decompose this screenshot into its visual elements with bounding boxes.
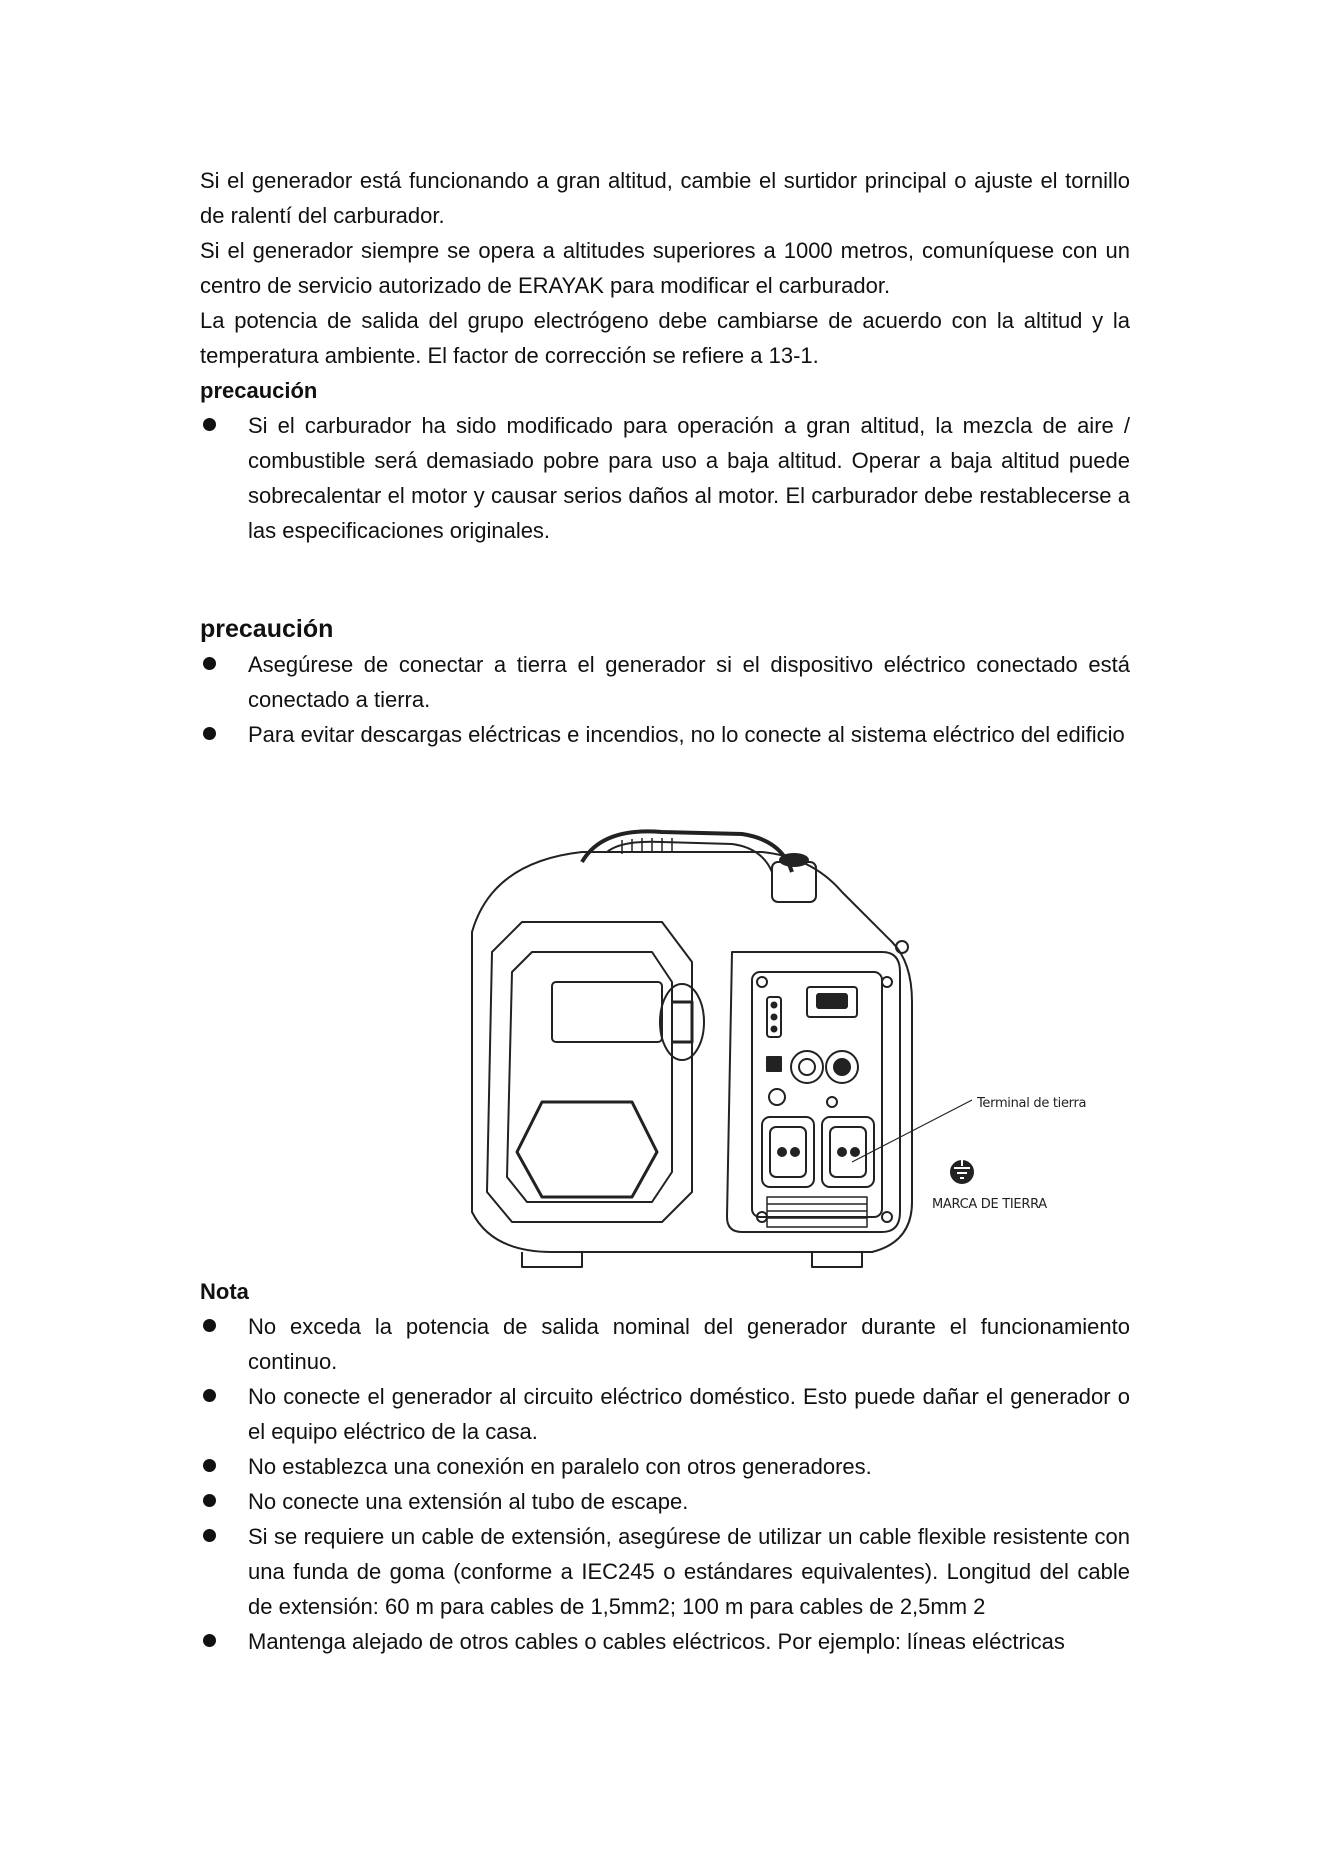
note-heading: Nota xyxy=(200,1279,249,1304)
bullet-icon xyxy=(203,1494,216,1507)
list-item: Mantenga alejado de otros cables o cables eléctricos. Por ejemplo: líneas eléctricas xyxy=(200,1624,1130,1659)
intro-paragraph-3: La potencia de salida del grupo electrógeno debe cambiarse de acuerdo con la altitud y la temperatura ambiente. El factor de corrección se refiere a 13-1. xyxy=(200,308,1130,368)
ground-mark-label: MARCA DE TIERRA xyxy=(932,1197,1047,1212)
list-item: Asegúrese de conectar a tierra el generador si el dispositivo eléctrico conectado está conectado a tierra. xyxy=(200,647,1130,717)
bullet-icon xyxy=(203,727,216,740)
intro-paragraph-2: Si el generador siempre se opera a altitudes superiores a 1000 metros, comuníquese con un centro de servicio autorizado de ERAYAK para modificar el carburador. xyxy=(200,238,1130,298)
list-item: No conecte una extensión al tubo de escape. xyxy=(200,1484,1130,1519)
list-item: Si se requiere un cable de extensión, asegúrese de utilizar un cable flexible resistente con una funda de goma (conforme a IEC245 o estándares equivalentes). Longitud del cable de extensión: 60 m para cables de 1,5mm2; 100 m para cables de 2,5mm 2 xyxy=(200,1519,1130,1624)
list-item: No conecte el generador al circuito eléctrico doméstico. Esto puede dañar el generador o el equipo eléctrico de la casa. xyxy=(200,1379,1130,1449)
grounding-section xyxy=(200,612,1130,752)
note-list xyxy=(200,1309,1130,1659)
intro-paragraph-1: Si el generador está funcionando a gran altitud, cambie el surtidor principal o ajuste el tornillo de ralentí del carburador. xyxy=(200,168,1130,228)
generator-illustration xyxy=(432,822,1087,1282)
list-item: No establezca una conexión en paralelo con otros generadores. xyxy=(200,1449,1130,1484)
bullet-icon xyxy=(203,1389,216,1402)
list-item: Si el carburador ha sido modificado para operación a gran altitud, la mezcla de aire / combustible será demasiado pobre para uso a baja altitud. Operar a baja altitud puede sobrecalentar el motor y causar serios daños al motor. El carburador debe restablecerse a las especificaciones originales. xyxy=(200,408,1130,548)
bullet-icon xyxy=(203,418,216,431)
bullet-icon xyxy=(203,1459,216,1472)
terminal-label: Terminal de tierra xyxy=(977,1096,1087,1111)
caution-list-2 xyxy=(200,647,1130,752)
bullet-icon xyxy=(203,1319,216,1332)
bullet-icon xyxy=(203,657,216,670)
list-item: Para evitar descargas eléctricas e incendios, no lo conecte al sistema eléctrico del edificio xyxy=(200,717,1130,752)
caution-heading-1: precaución xyxy=(200,378,318,403)
altitude-section xyxy=(200,163,1130,548)
note-section xyxy=(200,1274,1130,1659)
bullet-icon xyxy=(203,1634,216,1647)
list-item: No exceda la potencia de salida nominal del generador durante el funcionamiento continuo. xyxy=(200,1309,1130,1379)
caution-list-1 xyxy=(200,408,1130,548)
bullet-icon xyxy=(203,1529,216,1542)
caution-heading-2: precaución xyxy=(200,615,334,643)
